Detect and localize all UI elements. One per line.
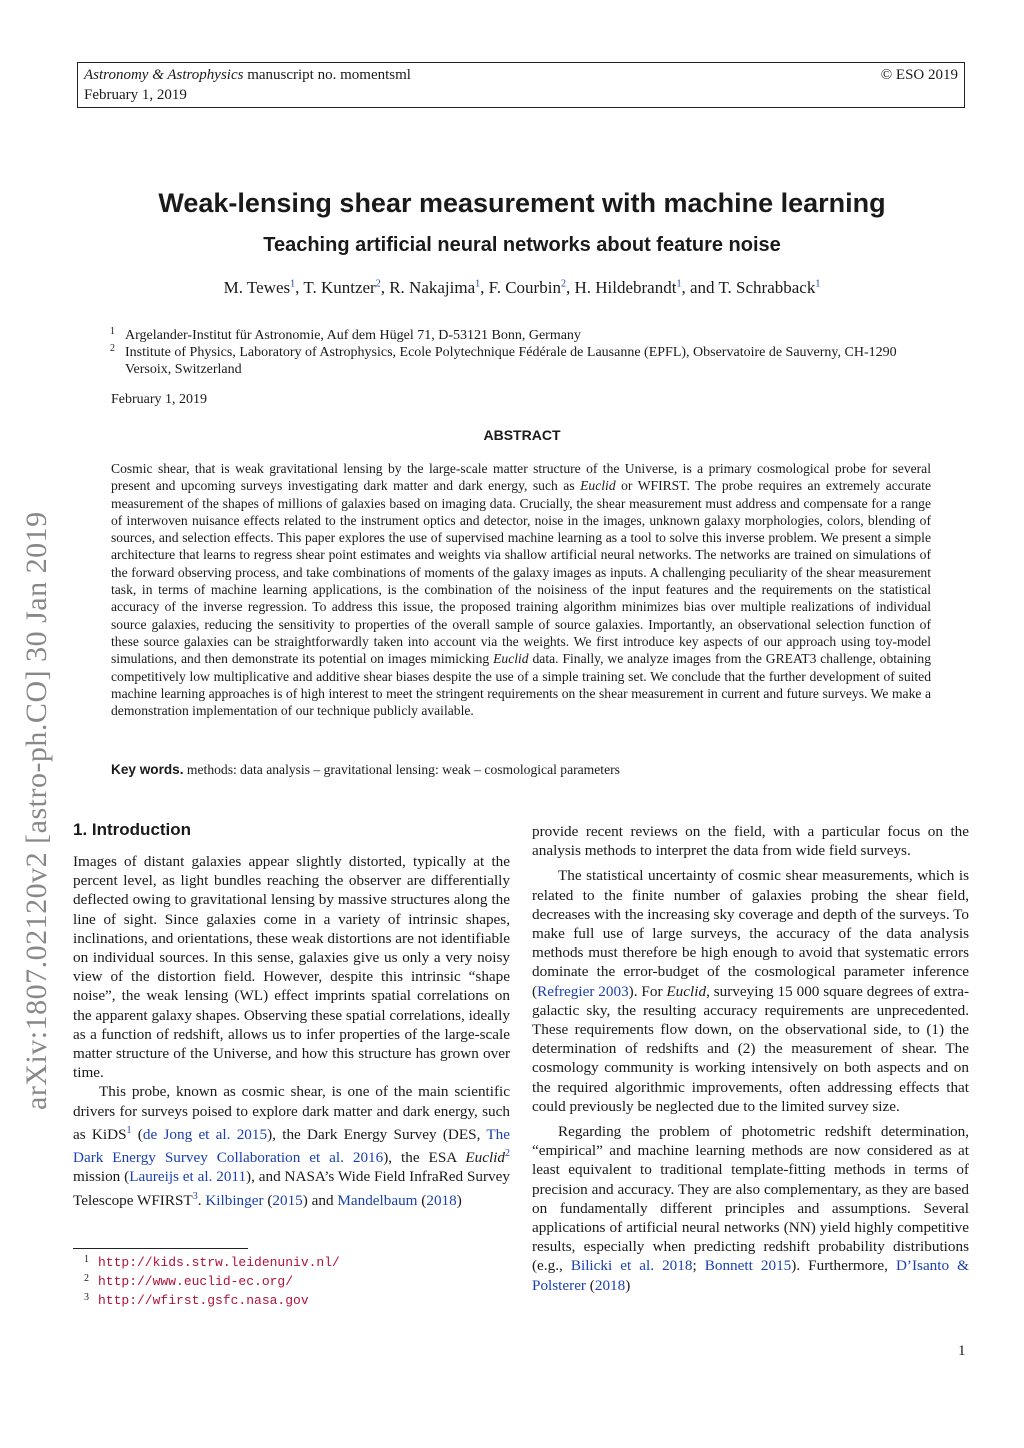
journal-header: [77, 62, 965, 108]
keywords-text: methods: data analysis – gravitational lensing: weak – cosmological parameters: [183, 762, 620, 777]
paragraph: Regarding the problem of photometric redshift determination, “empirical” and machine learning methods are now considered as at least equivalent to traditional template-fitting methods in terms of precision and accuracy. They are also complementary, as they are based on fundamentally different principles and assumptions. Several applications of artificial neural networks (NN) yield highly competitive results, especially when predicting redshift probability distributions (e.g., Bilicki et al. 2018; Bonnett 2015). Furthermore, D’Isanto & Polsterer (2018): [532, 1123, 969, 1294]
footnote-url[interactable]: http://www.euclid-ec.org/: [98, 1274, 294, 1289]
footnotes: [84, 1253, 340, 1310]
citation-link[interactable]: Bilicki et al. 2018: [570, 1257, 693, 1275]
journal-line: [84, 67, 411, 84]
header-date: February 1, 2019: [84, 87, 187, 103]
citation-link[interactable]: Refregier 2003: [537, 982, 629, 1000]
abstract-body: Cosmic shear, that is weak gravitational lensing by the large-scale matter structure of the Universe, is a primary cosmological probe for several present and upcoming surveys investigating dark matter and dark energy, such as Euclid or WFIRST. The probe requires an extremely accurate measurement of the shapes of millions of galaxies based on imaging data. Crucially, the shear measurement must address and compensate for a range of interwoven nuisance effects related to the instrument optics and detector, noise in the images, unknown galaxy morphologies, colors, blending of sources, and selection effects. This paper explores the use of supervised machine learning as a tool to solve this inverse problem. We present a simple architecture that learns to regress shear point estimates and weights via shallow artificial neural networks. The networks are trained on simulations of the forward observing process, and take combinations of moments of the galaxy images as inputs. A challenging peculiarity of the shear measurement task, in terms of machine learning applications, is the combination of the noisiness of the input features and the requirements on the statistical accuracy of the inverse regression. To address this issue, the proposed training algorithm minimizes bias over multiple realizations of individual source galaxies, reducing the sensitivity to properties of the overall sample of source galaxies. Importantly, an observational selection function of these source galaxies can be straightforwardly taken into account via the weights. We first introduce key aspects of our approach using toy-model simulations, and then demonstrate its potential on images mimicking Euclid data. Finally, we analyze images from the GREAT3 challenge, obtaining competitively low multiplicative and additive shear biases despite the use of a simple training set. We conclude that the further development of suited machine learning approaches is of high interest to meet the stringent requirements on the shear measurement in current and future surveys. We make a demonstration implementation of our technique publicly available.: [111, 461, 932, 719]
affiliation: [110, 344, 940, 378]
paragraph: Images of distant galaxies appear slightly distorted, typically at the percent level, as light bundles reaching the observer are differentially deflected owing to gravitational lensing by massive structures along the line of sight. Since galaxies come in a variety of intrinsic shapes, inclinations, and orientations, these weak distortions are not identifiable on individual sources. In this sense, galaxies give us only a very noisy view of the distortion field. However, despite this intrinsic “shape noise”, the weak lensing (WL) effect imprints spatial correlations on the apparent galaxy shapes. Observing these spatial correlations, ideally as a function of redshift, allows us to infer properties of the large-scale matter structure of the Universe, and how this structure has grown over time.: [73, 853, 510, 1082]
footnote-url[interactable]: http://kids.strw.leidenuniv.nl/: [98, 1255, 340, 1270]
footnote-rule: [73, 1248, 248, 1249]
author: F. Courbin$^2$,: [488, 278, 575, 297]
affiliation-text: Argelander-Institut für Astronomie, Auf dem Hügel 71, D-53121 Bonn, Germany: [125, 328, 581, 343]
citation-year-link[interactable]: 2018: [426, 1191, 457, 1209]
citation-link[interactable]: Kilbinger: [205, 1191, 264, 1209]
section-heading: 1. Introduction: [73, 820, 192, 839]
citation-link[interactable]: Mandelbaum: [337, 1191, 418, 1209]
citation-link[interactable]: Laureijs et al. 2011: [129, 1168, 247, 1186]
paragraph: This probe, known as cosmic shear, is one of the main scientific drivers for surveys poised to explore dark matter and dark energy, such as KiDS$^1$ (de Jong et al. 2015), the Dark Energy Survey (DES, The Dark Energy Survey Collaboration et al. 2016), the ESA Euclid$^2$ mission (Laureijs et al. 2011), and NASA’s Wide Field InfraRed Survey Telescope WFIRST$^3$. Kilbinger (2015) and Mandelbaum (2018): [73, 1083, 511, 1209]
page-number: 1: [958, 1343, 966, 1359]
author: R. Nakajima$^1$,: [389, 278, 489, 297]
paper-subtitle: Teaching artificial neural networks about feature noise: [263, 234, 781, 256]
footnote: 2 http://www.euclid-ec.org/: [84, 1273, 294, 1289]
arxiv-sidebar: [20, 420, 60, 1110]
affiliation: [110, 327, 940, 344]
abstract-heading: ABSTRACT: [483, 427, 561, 443]
affiliation-number: 1: [110, 326, 115, 337]
affiliation-number: 2: [110, 343, 115, 354]
journal-name: Astronomy & Astrophysics: [84, 67, 244, 83]
citation-link[interactable]: D’Isanto & Polsterer: [532, 1257, 969, 1294]
copyright: © ESO 2019: [880, 67, 958, 83]
author: T. Kuntzer$^2$,: [303, 278, 390, 297]
citation-year-link[interactable]: 2018: [594, 1276, 626, 1294]
citation-link[interactable]: The Dark Energy Survey Collaboration et al. 2016: [73, 1125, 511, 1167]
right-column: [532, 822, 969, 1295]
arxiv-id: arXiv:1807.02120v2 [astro-ph.CO] 30 Jan 2019: [20, 511, 53, 1110]
keywords: [111, 762, 931, 778]
author: T. Schrabback$^1$: [718, 278, 821, 297]
manuscript-label: manuscript no. momentsml: [243, 67, 411, 83]
citation-year-link[interactable]: 2015: [272, 1191, 303, 1209]
received-date: February 1, 2019: [111, 392, 208, 407]
footnote: 1 http://kids.strw.leidenuniv.nl/: [84, 1254, 340, 1270]
author: H. Hildebrandt$^1$, and: [574, 278, 719, 297]
citation-link[interactable]: Bonnett 2015: [704, 1257, 792, 1275]
paragraph-continued: provide recent reviews on the field, with a particular focus on the analysis methods to interpret the data from wide field surveys.: [532, 823, 969, 860]
citation-link[interactable]: de Jong et al. 2015: [142, 1125, 268, 1143]
left-column: [73, 852, 510, 1210]
author-list: [0, 278, 1024, 298]
paragraph: The statistical uncertainty of cosmic shear measurements, which is related to the finite number of galaxies probing the shear field, decreases with the increasing sky coverage and depth of the surveys. To make full use of large surveys, the accuracy of the data analysis methods must therefore be high enough to avoid that systematic errors dominate the error-budget of the cosmological parameter inference (Refregier 2003). For Euclid, surveying 15 000 square degrees of extra-galactic sky, the resulting accuracy requirements are unprecedented. These requirements flow down, on the observational side, to (1) the determination of redshifts and (2) the measurement of shear. The cosmology community is working intensively on both aspects and on the required algorithmic improvements, often addressing effects that could previously be neglected due to the limited survey size.: [532, 867, 970, 1115]
keywords-label: Key words.: [111, 762, 184, 777]
footnote: 3 http://wfirst.gsfc.nasa.gov: [84, 1292, 309, 1308]
footnote-url[interactable]: http://wfirst.gsfc.nasa.gov: [98, 1293, 309, 1308]
affiliation-text: Institute of Physics, Laboratory of Astrophysics, Ecole Polytechnique Fédérale de Lausanne (EPFL), Observatoire de Sauverny, CH-1290 Versoix, Switzerland: [125, 345, 897, 377]
author: M. Tewes$^1$,: [223, 278, 304, 297]
paper-title: Weak-lensing shear measurement with machine learning: [158, 188, 886, 218]
